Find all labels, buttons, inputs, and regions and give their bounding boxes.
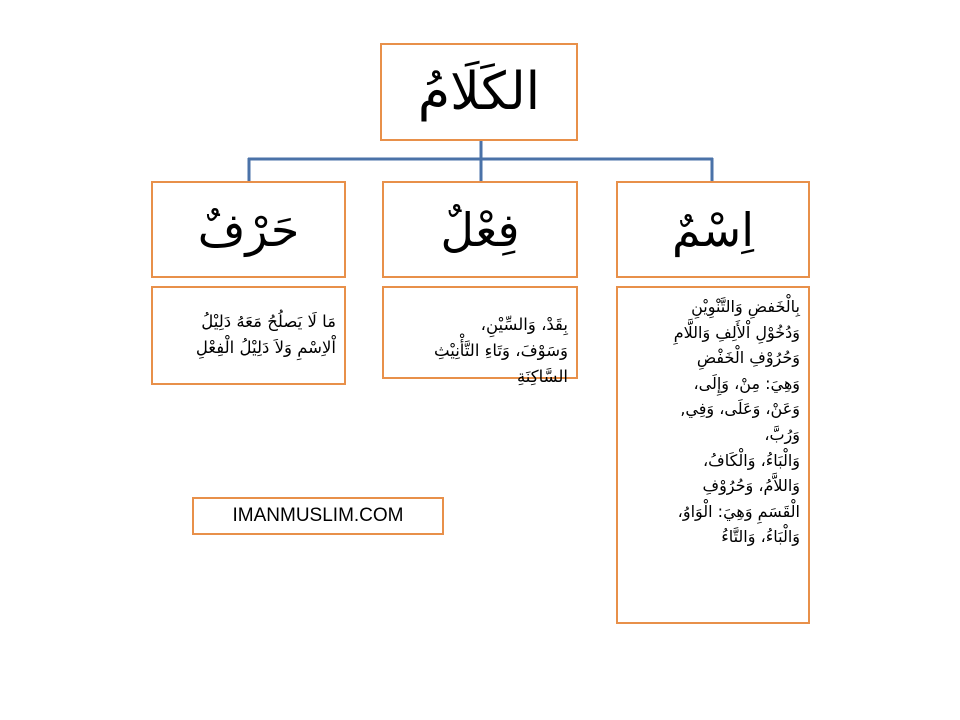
- category-label-fiil: فِعْلٌ: [440, 202, 520, 257]
- description-line: وَسَوْفَ، وَتَاءِ التَّأْنِيْثِ: [434, 341, 568, 360]
- description-line: وَرُبَّ،: [764, 424, 800, 444]
- description-text-harf: [196, 309, 336, 361]
- category-label-harf: حَرْفٌ: [197, 202, 300, 257]
- description-line: وَعَنْ، وَعَلَى، وَفِي,: [680, 399, 800, 419]
- category-node-ism: [616, 181, 810, 278]
- description-line: مَا لَا يَصلُحُ مَعَهُ دَلِيْلُ: [201, 311, 336, 331]
- description-line: بِقَدْ، وَالسِّيْنِ،: [480, 315, 568, 334]
- root-node-kalam: [380, 43, 578, 141]
- description-line: السَّاكِنَةِ: [516, 367, 568, 386]
- description-line: وَالْبَاءُ، وَالتَّاءُ: [721, 527, 800, 547]
- description-line: وَالْبَاءُ، وَالْكَافُ،: [702, 450, 800, 470]
- description-box-harf: [151, 286, 346, 385]
- category-node-fiil: [382, 181, 578, 278]
- category-node-harf: [151, 181, 346, 278]
- description-line: بِالْخَفضِ وَالتَّنْوِيْنِ: [691, 297, 800, 316]
- description-line: اْلاِسْمِ وَلاَ دَلِيْلُ الْفِعْلِ: [195, 337, 336, 357]
- root-node-label: الكَلَامُ: [417, 62, 541, 122]
- description-line: وَحُرُوْفِ الْخَفْضِ: [696, 348, 800, 368]
- category-label-ism: اِسْمٌ: [672, 202, 754, 257]
- description-line: وَاللاَّمُ، وَحُرُوْفِ: [702, 476, 800, 496]
- description-box-ism: [616, 286, 810, 624]
- description-box-fiil: [382, 286, 578, 386]
- website-label-box: [192, 497, 444, 535]
- description-line: وَهِيَ: مِنْ، وَإِلَى،: [693, 373, 800, 393]
- description-line: الْقَسَمِ وَهِيَ: الْوَاوُ،: [677, 501, 800, 521]
- description-line: وَدُخُوْلِ اْلأَلِفِ وَاللَّامِ: [673, 322, 800, 342]
- website-label: IMANMUSLIM.COM: [232, 505, 404, 526]
